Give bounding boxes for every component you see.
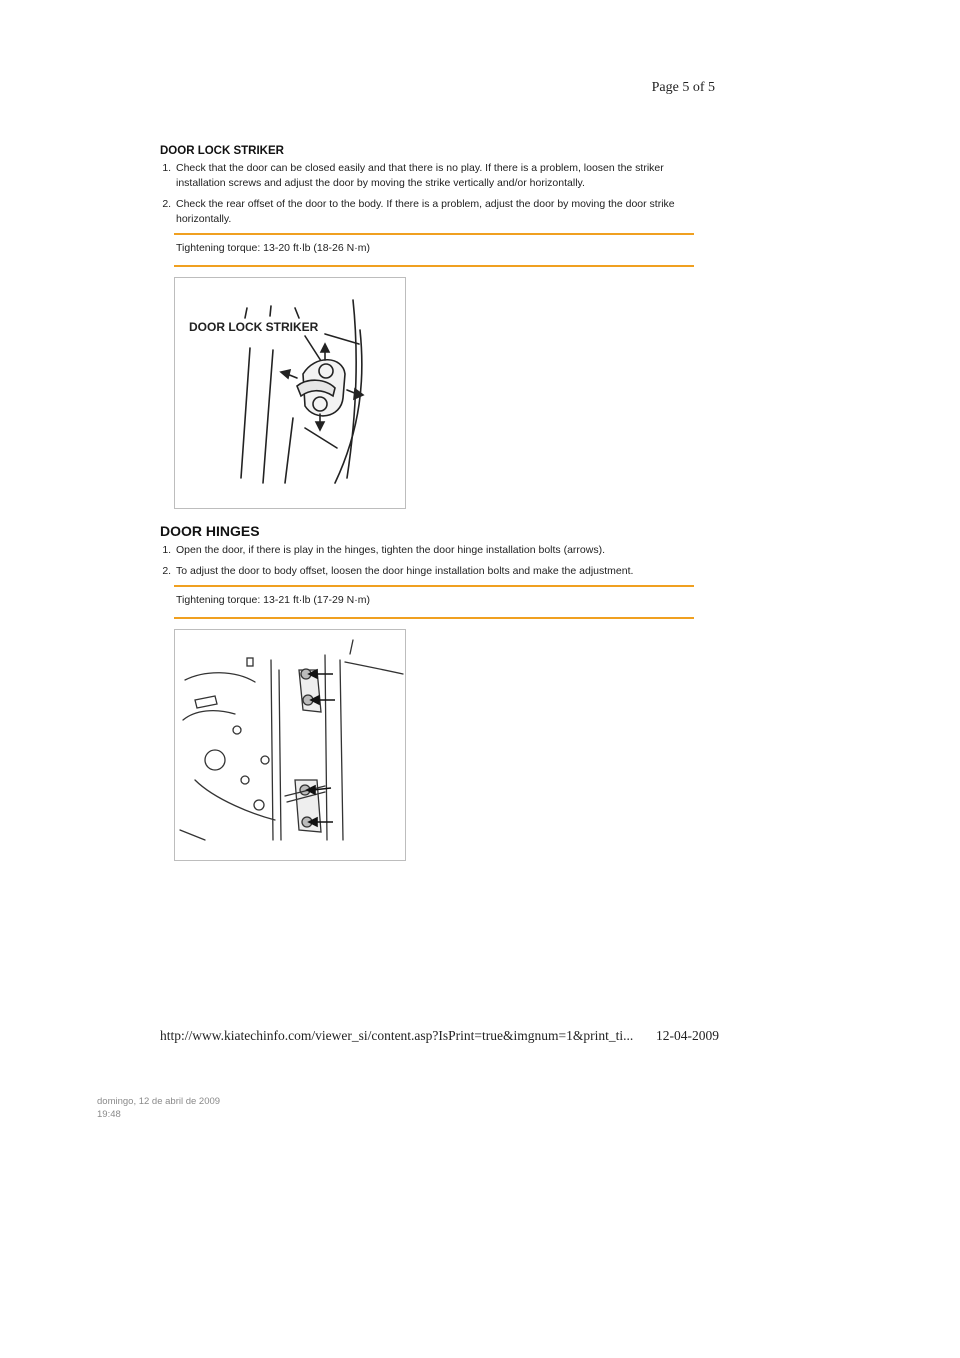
section-title: DOOR HINGES [160, 523, 260, 539]
footer-url: http://www.kiatechinfo.com/viewer_si/content.asp?IsPrint=true&imgnum=1&print_ti... [160, 1028, 634, 1043]
page-number: Page 5 of 5 [651, 80, 715, 95]
section-door-hinges [160, 523, 715, 861]
door-lock-striker-illustration [175, 278, 405, 508]
section-door-lock-striker [160, 145, 715, 509]
figure-label: DOOR LOCK STRIKER [189, 320, 319, 334]
document-body [160, 145, 715, 861]
step-item: 1. Check that the door can be closed easily and that there is no play. If there is a problem, loosen the striker installation screws and adjust the door by moving the strike vertically and/or horizontally. [174, 161, 715, 191]
door-hinges-figure [174, 629, 406, 861]
step-item: 2. To adjust the door to body offset, loosen the door hinge installation bolts and make the adjustment. [174, 564, 715, 579]
door-lock-striker-figure [174, 277, 406, 509]
steps-list [160, 543, 715, 579]
torque-spec: Tightening torque: 13-21 ft·lb (17-29 N·m) [174, 585, 694, 619]
timestamp-time: 19:48 [97, 1109, 121, 1120]
step-item: 2. Check the rear offset of the door to the body. If there is a problem, adjust the door by moving the door strike horizontally. [174, 197, 715, 227]
footer-date: 12-04-2009 [656, 1028, 719, 1043]
torque-spec: Tightening torque: 13-20 ft·lb (18-26 N·m) [174, 233, 694, 267]
print-timestamp [97, 1095, 220, 1121]
steps-list [160, 161, 715, 227]
timestamp-date: domingo, 12 de abril de 2009 [97, 1096, 221, 1107]
section-title: DOOR LOCK STRIKER [160, 145, 284, 157]
step-item: 1. Open the door, if there is play in the hinges, tighten the door hinge installation bolts (arrows). [174, 543, 715, 558]
door-hinges-illustration [175, 630, 405, 860]
